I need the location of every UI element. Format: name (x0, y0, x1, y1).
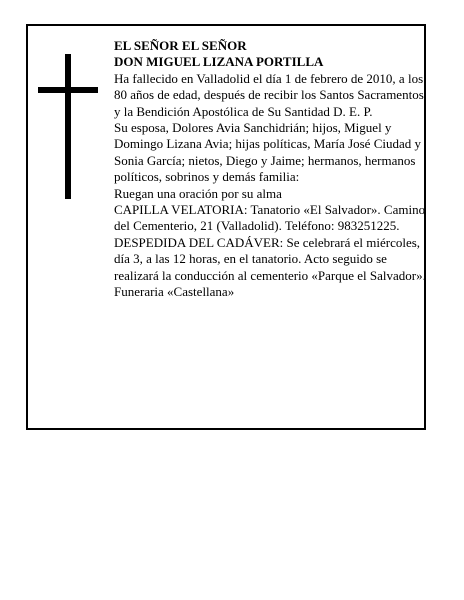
obituary-notice (26, 24, 426, 430)
cross-vertical-bar (65, 54, 71, 199)
latin-cross-icon (38, 54, 98, 199)
prayer-request: Ruegan una oración por su alma (114, 185, 282, 201)
family-list: Su esposa, Dolores Avia Sanchidrián; hijos, Miguel y Domingo Lizana Avia; hijas políticas, María José Ciudad y Sonia García; nietos, Diego y Jaime; hermanos, hermanos políticos, sobrinos y demás familia: (114, 120, 422, 185)
farewell-info: DESPEDIDA DEL CADÁVER: Se celebrará el miércoles, día 3, a las 12 horas, en el tanatorio. Acto seguido se realizará la conducción al cementerio «Parque el Salvador». (114, 234, 426, 283)
chapel-info: CAPILLA VELATORIA: Tanatorio «El Salvador». Camino del Cementerio, 21 (Valladolid). Teléfono: 983251225. (114, 202, 426, 234)
funeral-home: Funeraria «Castellana» (114, 284, 235, 300)
notice-title-line: EL SEÑOR EL SEÑOR (114, 38, 247, 53)
deceased-name: DON MIGUEL LIZANA PORTILLA (114, 54, 324, 70)
death-announcement: Ha fallecido en Valladolid el día 1 de febrero de 2010, a los 80 años de edad, después de recibir los Santos Sacramentos y la Bendición Apostólica de Su Santidad D. E. P. (114, 70, 424, 119)
notice-text (114, 38, 426, 301)
cross-horizontal-bar (38, 87, 98, 93)
